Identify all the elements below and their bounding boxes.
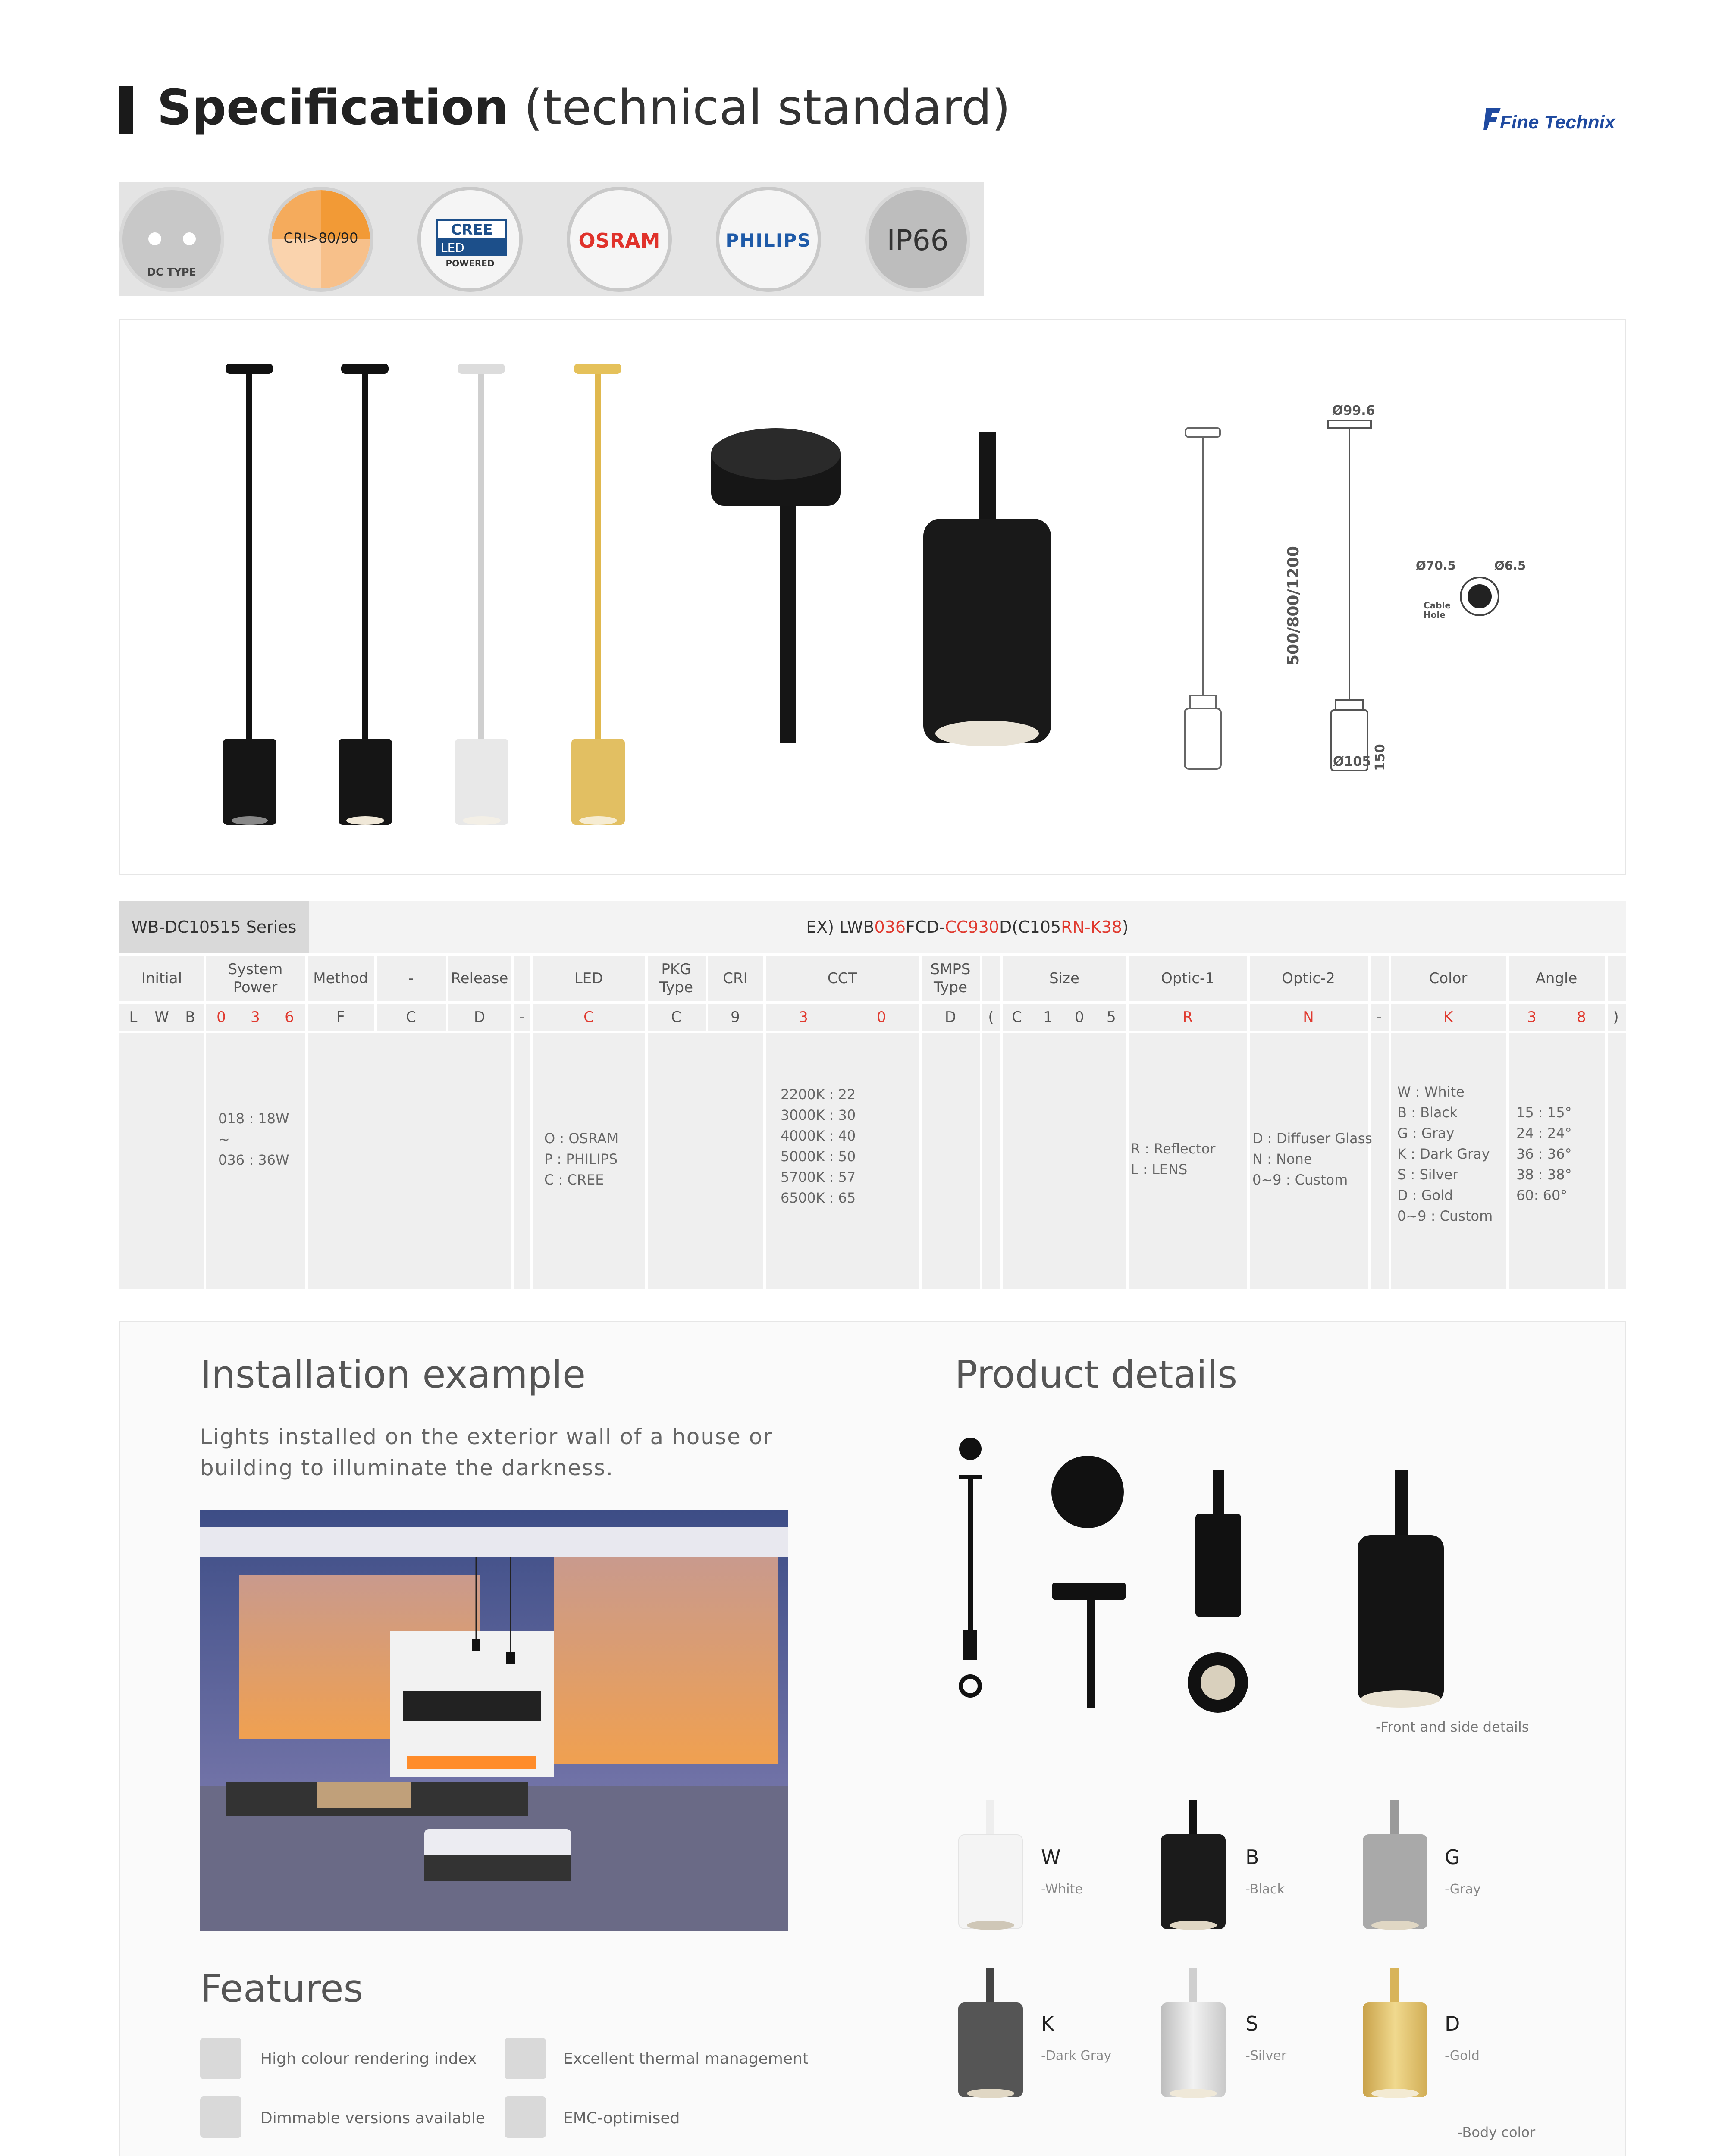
feature-emc: EMC-optimised <box>563 2109 680 2127</box>
code-cell: C <box>583 1009 594 1026</box>
product-illustrations <box>120 320 1627 877</box>
color-code-s: S <box>1245 2012 1258 2035</box>
brand-logo <box>1484 99 1626 138</box>
header-color: Color <box>1429 970 1468 987</box>
header-smps-type: SMPS Type <box>930 961 971 996</box>
badge-dc-label: DC TYPE <box>147 266 196 278</box>
code-cell: C <box>1012 1009 1022 1026</box>
code-cell: C <box>671 1009 681 1026</box>
feature-dimmable: Dimmable versions available <box>260 2109 485 2127</box>
code-cell: 6 <box>285 1009 294 1026</box>
header-pkg-type: PKG Type <box>659 961 693 996</box>
page-title <box>157 78 1010 138</box>
header-optic-1: Optic-1 <box>1161 970 1214 987</box>
ip66-icon: IP66 <box>887 224 949 257</box>
cree-powered-label: POWERED <box>445 258 495 269</box>
color-swatch-black <box>1161 1800 1226 1934</box>
color-name-k: -Dark Gray <box>1041 2048 1112 2063</box>
details-title: Product details <box>955 1352 1238 1397</box>
waveform-icon <box>505 2096 546 2138</box>
code-cell: 3 <box>799 1009 808 1026</box>
code-cell: 0 <box>877 1009 886 1026</box>
color-name-s: -Silver <box>1245 2048 1287 2063</box>
color-code-g: G <box>1445 1846 1460 1869</box>
badge-cri-label: CRI>80/90 <box>283 230 358 246</box>
feature-thermal: Excellent thermal management <box>563 2050 809 2068</box>
header-angle: Angle <box>1535 970 1578 987</box>
osram-logo: OSRAM <box>578 229 660 252</box>
header-optic-2: Optic-2 <box>1282 970 1335 987</box>
header-dash: - <box>408 970 414 987</box>
example-code: EX) LWB 036 FCD- CC 930 D(C105 RN-K38 ) <box>309 901 1626 953</box>
header-cct: CCT <box>827 970 857 987</box>
series-name: WB-DC10515 Series <box>119 901 309 953</box>
certification-badges <box>119 182 984 296</box>
code-cell: 1 <box>1043 1009 1053 1026</box>
installation-photo <box>200 1510 788 1931</box>
dim-screw: Ø6.5 <box>1494 558 1526 573</box>
caption-front-side: -Front and side details <box>1376 1719 1529 1735</box>
canopy-closeup <box>711 428 841 743</box>
options-angle: 15 : 15° 24 : 24° 36 : 36° 38 : 38° 60: 60° <box>1516 1104 1572 1203</box>
pendant-silver <box>455 364 508 825</box>
base-view <box>1461 577 1499 615</box>
code-cell: 8 <box>1577 1009 1586 1026</box>
code-cell: - <box>519 1009 525 1026</box>
color-code-k: K <box>1041 2012 1054 2035</box>
badge-cree <box>417 187 523 292</box>
title-light: (technical standard) <box>524 80 1011 136</box>
header-size: Size <box>1049 970 1079 987</box>
badge-osram <box>567 187 672 292</box>
color-swatch-gray <box>1363 1800 1427 1934</box>
pendant-black-1 <box>223 364 276 825</box>
code-cell: N <box>1303 1009 1314 1026</box>
options-color: W : White B : Black G : Gray K : Dark Gray S : Silver D : Gold 0~9 : Custom <box>1397 1084 1493 1224</box>
installation-text: Lights installed on the exterior wall of a house or building to illuminate the darkness. <box>200 1424 773 1480</box>
options-optic-1: R : Reflector L : LENS <box>1131 1141 1216 1178</box>
header-release: Release <box>451 970 508 987</box>
hourglass-icon <box>200 2096 242 2138</box>
color-swatch-white <box>958 1800 1023 1934</box>
color-name-w: -White <box>1041 1882 1083 1897</box>
line-drawing <box>1185 428 1221 769</box>
head-closeup <box>923 432 1051 746</box>
code-cell: 9 <box>731 1009 740 1026</box>
badge-ip66 <box>865 187 970 292</box>
cree-led-label: LED <box>436 240 507 256</box>
code-cell: ) <box>1613 1009 1619 1026</box>
code-cell: W <box>154 1009 169 1026</box>
color-swatch-silver <box>1161 1968 1226 2102</box>
color-name-g: -Gray <box>1445 1882 1481 1897</box>
badge-dc-type <box>119 187 224 292</box>
options-optic-2: D : Diffuser Glass N : None 0~9 : Custom <box>1252 1130 1372 1188</box>
code-cell: D <box>944 1009 957 1026</box>
code-cell: 3 <box>1527 1009 1537 1026</box>
pendant-black-2 <box>339 364 392 825</box>
options-cct: 2200K : 22 3000K : 30 4000K : 40 5000K : 50 5700K : 57 6500K : 65 <box>781 1086 856 1206</box>
code-cell: L <box>129 1009 138 1026</box>
badge-philips <box>716 187 821 292</box>
color-code-w: W <box>1041 1846 1061 1869</box>
dc-plug-icon <box>148 232 161 245</box>
header-system-power: System Power <box>228 961 283 996</box>
title-bold: Specification <box>157 80 509 136</box>
dim-top: Ø99.6 <box>1332 403 1375 418</box>
color-name-b: -Black <box>1245 1882 1285 1897</box>
code-cell: D <box>474 1009 486 1026</box>
color-code-b: B <box>1245 1846 1259 1869</box>
cree-logo: CREE <box>436 219 507 240</box>
code-cell: B <box>185 1009 195 1026</box>
title-accent-bar <box>119 86 133 134</box>
product-overview: Ø99.6 500/800/1200 150 Ø105 Ø70.5 Ø6.5 Cable Hole <box>119 319 1626 875</box>
code-cell: F <box>336 1009 345 1026</box>
color-code-d: D <box>1445 2012 1460 2035</box>
brand-text: Fine Technix <box>1500 112 1615 133</box>
code-cell: 0 <box>216 1009 226 1026</box>
color-swatch-dark-gray <box>958 1968 1023 2102</box>
badge-cri <box>268 187 373 292</box>
code-cell: R <box>1182 1009 1193 1026</box>
dim-height: 150 <box>1372 744 1388 771</box>
options-led: O : OSRAM P : PHILIPS C : CREE <box>544 1130 619 1188</box>
philips-logo: PHILIPS <box>725 230 812 251</box>
thermometer-icon <box>505 2038 546 2079</box>
options-power: 018 : 18W ~ 036 : 36W <box>218 1110 289 1168</box>
detail-illustrations <box>949 1427 1596 1729</box>
sun-bulb-icon <box>200 2038 242 2079</box>
spec-table <box>119 901 1626 1289</box>
features-title: Features <box>200 1966 364 2011</box>
dimension-drawing <box>1328 420 1371 771</box>
code-cell: C <box>406 1009 416 1026</box>
code-cell: 3 <box>251 1009 260 1026</box>
caption-body-color: -Body color <box>1458 2124 1536 2140</box>
pendant-gold <box>571 364 625 825</box>
code-cell: 0 <box>1075 1009 1084 1026</box>
color-swatch-gold <box>1363 1968 1427 2102</box>
dim-base: Ø70.5 <box>1416 558 1456 573</box>
code-cell: 5 <box>1107 1009 1116 1026</box>
header-led: LED <box>574 970 603 987</box>
installation-title: Installation example <box>200 1352 586 1397</box>
feature-cri: High colour rendering index <box>260 2050 477 2068</box>
header-cri: CRI <box>723 970 748 987</box>
header-initial: Initial <box>141 970 182 987</box>
header-method: Method <box>313 970 368 987</box>
dim-bottom: Ø105 <box>1333 754 1371 769</box>
cable-hole-label: Cable Hole <box>1424 600 1451 620</box>
color-name-d: -Gold <box>1445 2048 1480 2063</box>
code-cell: K <box>1443 1009 1453 1026</box>
code-cell: ( <box>988 1009 994 1026</box>
code-cell: - <box>1376 1009 1382 1026</box>
